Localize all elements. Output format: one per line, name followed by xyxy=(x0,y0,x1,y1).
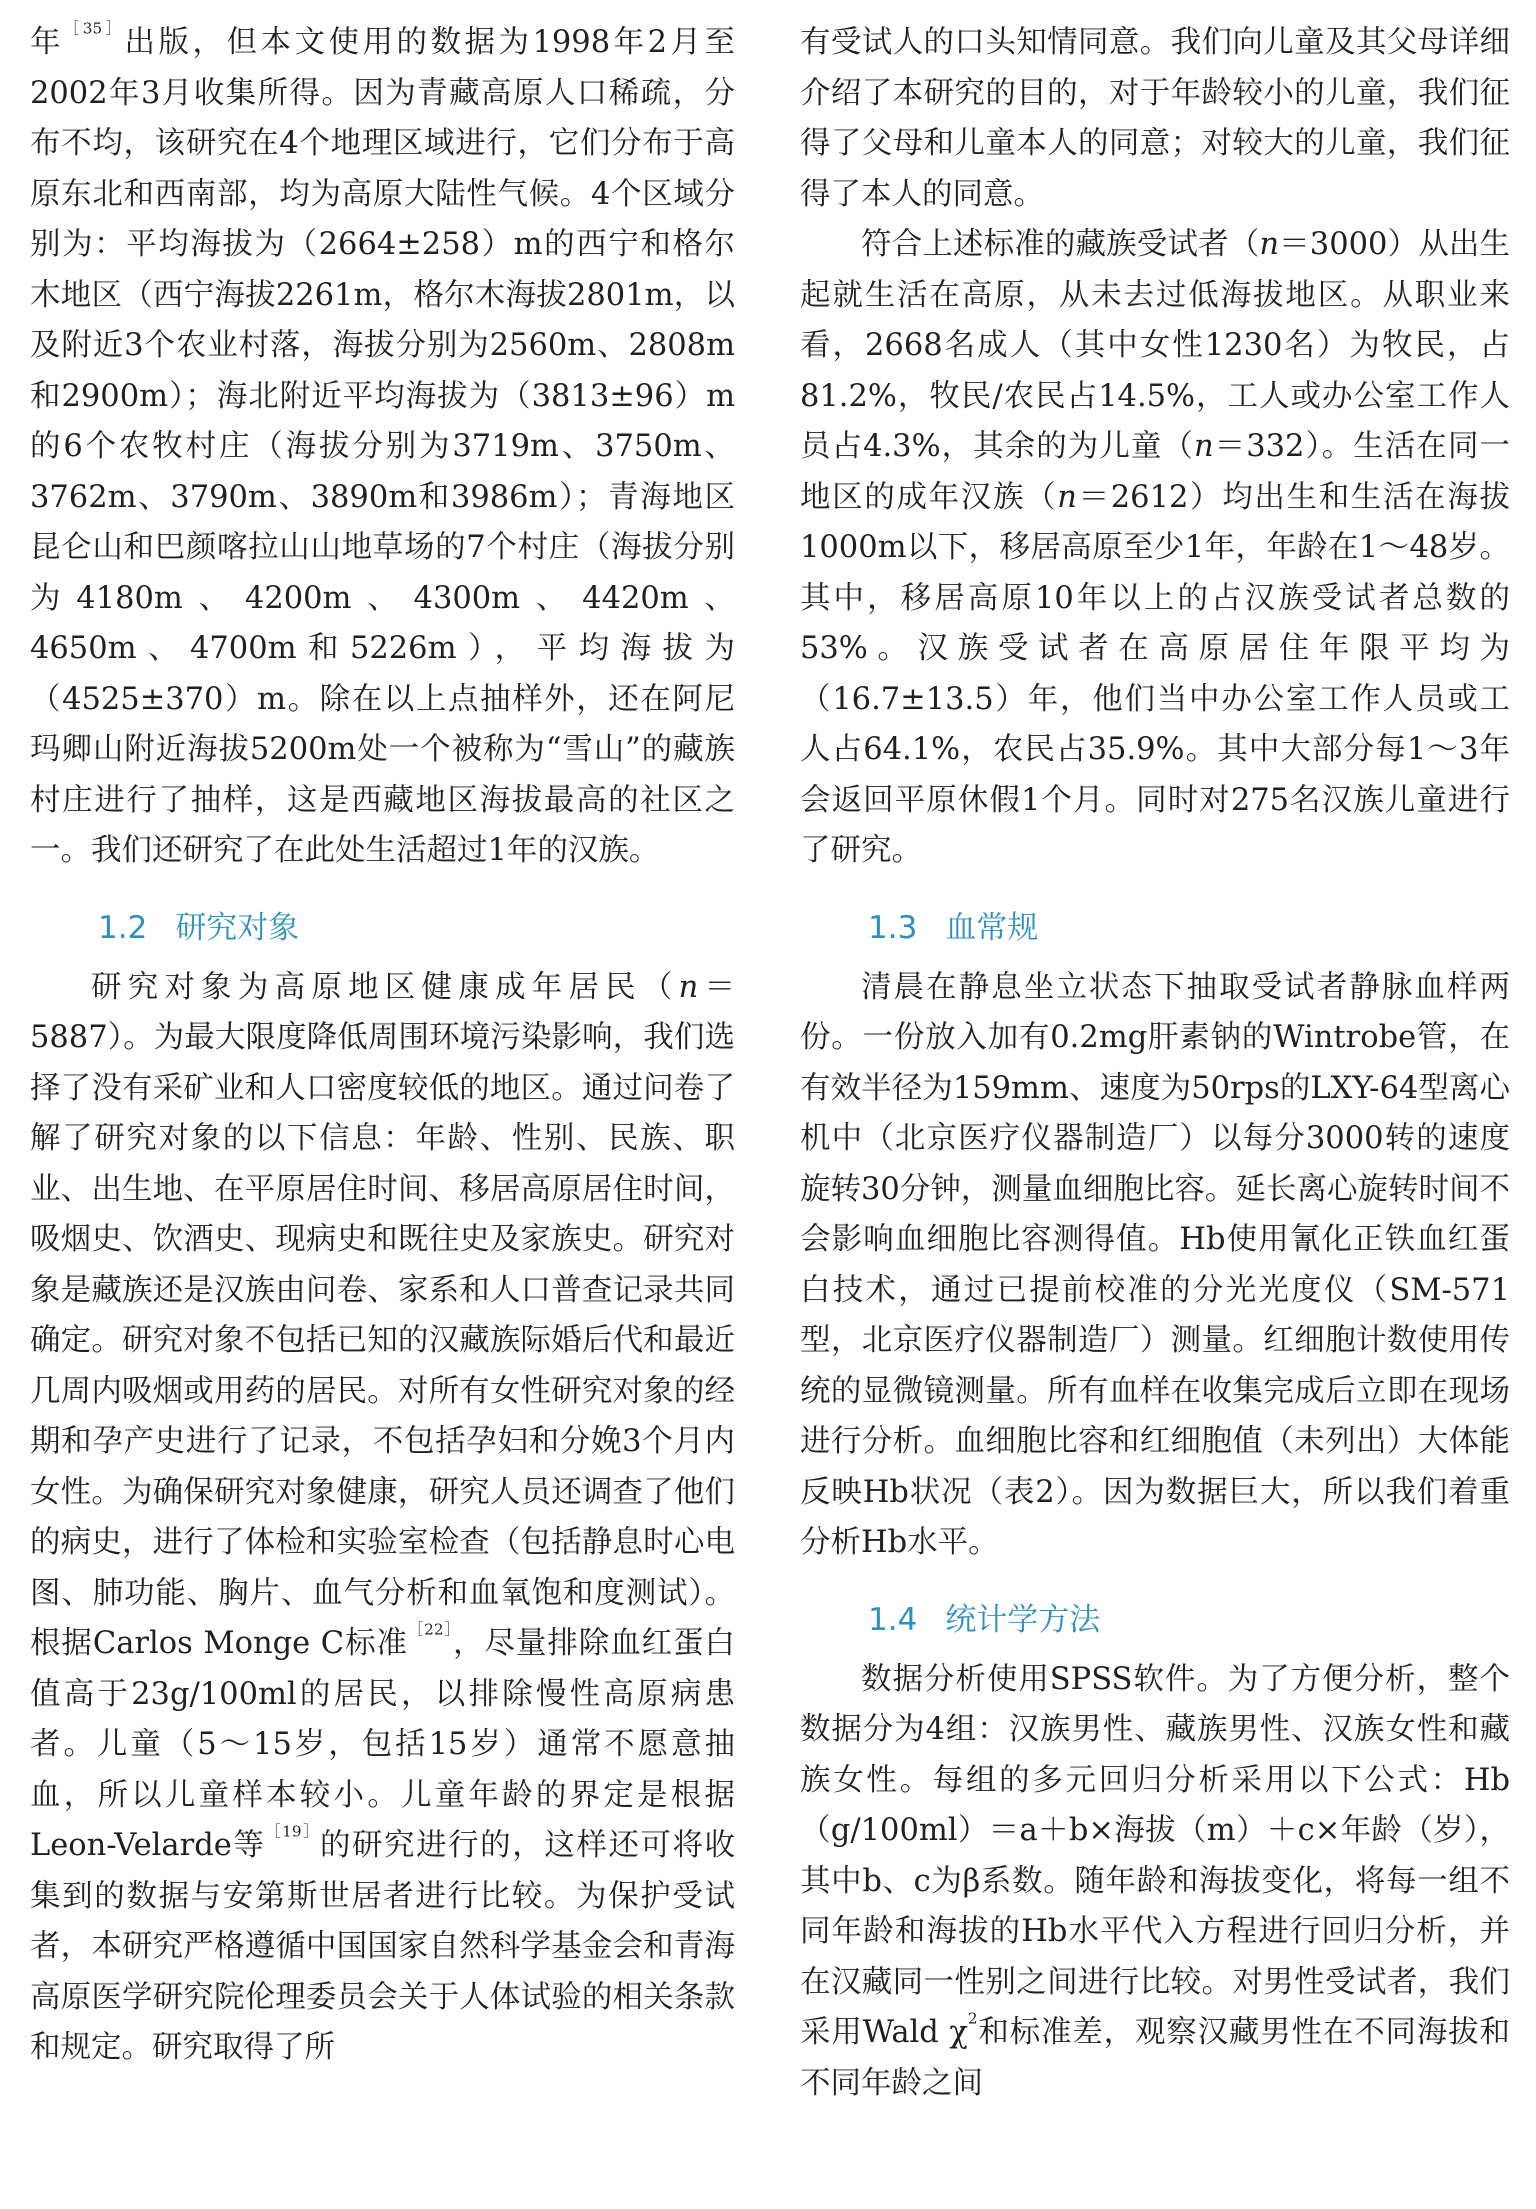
section-number: 1.2 xyxy=(98,909,148,946)
variable-n: n xyxy=(1259,227,1280,262)
section-number: 1.4 xyxy=(868,1601,918,1638)
paragraph-study-area xyxy=(30,18,735,877)
text: ＝332）。生活在同一地区的成年汉族（ xyxy=(800,429,1510,515)
text: ＝5887）。为最大限度降低周围环境污染影响，我们选择了没有采矿业和人口密度较低的地区。通过问卷了解了研究对象的以下信息：年龄、性别、民族、职业、出生地、在平原居住时间、移居高原居住时间，吸烟史、饮酒史、现病史和既往史及家族史。研究对象是藏族还是汉族由问卷、家系和人口普查记录共同确定。研究对象不包括已知的汉藏族际婚后代和最近几周内吸烟或用药的居民。对所有女性研究对象的经期和孕产史进行了记录，不包括孕妇和分娩3个月内女性。为确保研究对象健康，研究人员还调查了他们的病史，进行了体检和实验室检查（包括静息时心电图、肺功能、胸片、血气分析和血氧饱和度测试）。根据Carlos Monge C标准 xyxy=(30,969,736,1661)
section-title: 统计学方法 xyxy=(945,1601,1101,1638)
text: 符合上述标准的藏族受试者（ xyxy=(861,227,1260,262)
section-heading-1-2 xyxy=(30,903,735,953)
section-number: 1.3 xyxy=(868,909,918,946)
section-title: 研究对象 xyxy=(175,909,300,946)
left-column xyxy=(30,18,735,2074)
section-title: 血常规 xyxy=(945,909,1039,946)
variable-n: n xyxy=(678,969,699,1005)
paragraph-tibetan-han-subjects xyxy=(800,220,1510,877)
paragraph-statistics xyxy=(800,1655,1510,2110)
text: 数据分析使用SPSS软件。为了方便分析，整个数据分为4组：汉族男性、藏族男性、汉族女性和藏族女性。每组的多元回归分析采用以下公式：Hb（g/100ml）＝a＋b×海拔（m）＋c×年龄（岁），其中b、c为β系数。随年龄和海拔变化，将每一组不同年龄和海拔的Hb水平代入方程进行回归分析，并在汉藏同一性别之间进行比较。对男性受试者，我们采用Wald χ xyxy=(800,1661,1510,2050)
variable-n: n xyxy=(1193,429,1214,464)
citation-22[interactable]: ［22］ xyxy=(407,1620,454,1639)
text: ，尽量排除血红蛋白值高于23g/100ml的居民，以排除慢性高原病患者。儿童（5～15岁，包括15岁）通常不愿意抽血，所以儿童样本较小。儿童年龄的界定是根据Leon-Velarde等 xyxy=(30,1626,736,1863)
text: ＝2612）均出生和生活在海拔1000m以下，移居高原至少1年，年龄在1～48岁。其中，移居高原10年以上的占汉族受试者总数的53%。汉族受试者在高原居住年限平均为（16.7±13.5）年，他们当中办公室工作人员或工人占64.1%，农民占35.9%。其中大部分每1～3年会返回平原休假1个月。同时对275名汉族儿童进行了研究。 xyxy=(800,479,1511,868)
text: 出版，但本文使用的数据为1998年2月至2002年3月收集所得。因为青藏高原人口稀疏，分布不均，该研究在4个地理区域进行，它们分布于高原东北和西南部，均为高原大陆性气候。4个区域分别为：平均海拔为（2664±258）m的西宁和格尔木地区（西宁海拔2261m，格尔木海拔2801m，以及附近3个农业村落，海拔分别为2560m、2808m和2900m）；海北附近平均海拔为（3813±96）m的6个农牧村庄（海拔分别为3719m、3750m、3762m、3790m、3890m和3986m）；青海地区昆仑山和巴颜喀拉山山地草场的7个村庄（海拔分别为4180m、4200m、4300m、4420m、4650m、4700m和5226m），平均海拔为（4525±370）m。除在以上点抽样外，还在阿尼玛卿山附近海拔5200m处一个被称为“雪山”的藏族村庄进行了抽样，这是西藏地区海拔最高的社区之一。我们还研究了在此处生活超过1年的汉族。 xyxy=(30,25,736,868)
paragraph-subjects xyxy=(30,963,735,2074)
section-heading-1-3 xyxy=(800,903,1510,953)
citation-35[interactable]: ［35］ xyxy=(64,19,125,38)
superscript-2: 2 xyxy=(967,2009,978,2028)
text: 和标准差，观察汉藏男性在不同海拔和不同年龄之间 xyxy=(800,2015,1510,2101)
variable-n: n xyxy=(1057,479,1077,515)
text: 研究对象为高原地区健康成年居民（ xyxy=(91,969,679,1005)
paragraph-blood-routine: 清晨在静息坐立状态下抽取受试者静脉血样两份。一份放入加有0.2mg肝素钠的Wintrobe管，在有效半径为159mm、速度为50rps的LXY-64型离心机中（北京医疗仪器制造厂）以每分3000转的速度旋转30分钟，测量血细胞比容。延长离心旋转时间不会影响血细胞比容测得值。Hb使用氰化正铁血红蛋白技术，通过已提前校准的分光光度仪（SM-571型，北京医疗仪器制造厂）测量。红细胞计数使用传统的显微镜测量。所有血样在收集完成后立即在现场进行分析。血细胞比容和红细胞值（未列出）大体能反映Hb状况（表2）。因为数据巨大，所以我们着重分析Hb水平。 xyxy=(800,969,1510,1560)
right-column xyxy=(800,18,1510,2109)
paragraph-consent: 有受试人的口头知情同意。我们向儿童及其父母详细介绍了本研究的目的，对于年龄较小的儿童，我们征得了父母和儿童本人的同意；对较大的儿童，我们征得了本人的同意。 xyxy=(800,25,1510,212)
text: 的研究进行的，这样还可将收集到的数据与安第斯世居者进行比较。为保护受试者，本研究严格遵循中国国家自然科学基金会和青海高原医学研究院伦理委员会关于人体试验的相关条款和规定。研究取得了所 xyxy=(30,1828,736,2065)
text: ＝3000）从出生起就生活在高原，从未去过低海拔地区。从职业来看，2668名成人（其中女性1230名）为牧民，占81.2%，牧民/农民占14.5%，工人或办公室工作人员占4.3%，其余的为儿童（ xyxy=(800,227,1510,464)
text: 年 xyxy=(30,25,65,60)
section-heading-1-4 xyxy=(800,1595,1510,1645)
citation-19[interactable]: ［19］ xyxy=(265,1822,320,1841)
